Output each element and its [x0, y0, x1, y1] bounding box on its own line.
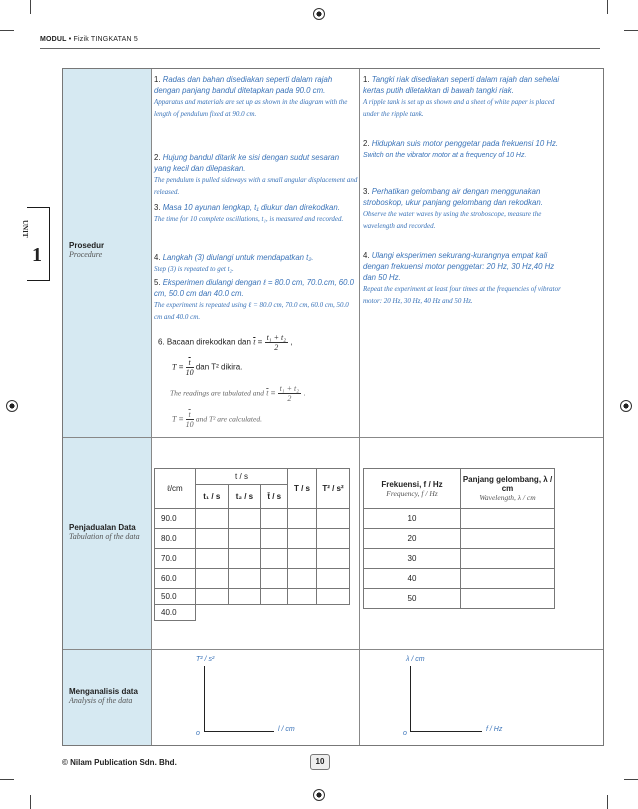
header-t1: t₁ / s — [196, 485, 229, 509]
step-text-en: Observe the water waves by using the stroboscope, measure the wavelength and recorded. — [363, 210, 542, 230]
header-period: T / s — [288, 469, 317, 509]
period-calc-ms: dan T² dikira. — [195, 362, 243, 372]
step-number: 2. — [363, 139, 370, 148]
step-text-en: The experiment is repeated using ℓ = 80.0 cm, 70.0 cm, 60.0 cm, 50.0 cm and 40.0 cm. — [154, 301, 349, 321]
step-text-ms: Langkah (3) diulangi untuk mendapatkan t₂. — [162, 253, 314, 262]
equals-sign: = — [270, 388, 276, 398]
equals-sign: = — [178, 362, 184, 372]
pendulum-data-table — [154, 468, 350, 621]
fraction-denominator: 2 — [274, 343, 279, 352]
frequency-cell: 50 — [364, 589, 461, 609]
subject-label: Fizik TINGKATAN 5 — [73, 36, 138, 43]
fraction-denominator: 2 — [287, 394, 292, 403]
procedure-label — [69, 241, 104, 260]
crop-mark — [624, 30, 638, 31]
length-cell: 80.0 — [155, 529, 196, 549]
step-text-en: The time for 10 complete oscillations, t₁, is measured and recorded. — [154, 215, 344, 223]
registration-mark — [620, 400, 632, 412]
step6-intro-en: The readings are tabulated and — [170, 388, 265, 398]
row-divider — [63, 649, 603, 650]
frequency-cell: 30 — [364, 549, 461, 569]
graph-x-axis — [410, 731, 482, 732]
tabulation-label-ms: Penjadualan Data — [69, 523, 136, 532]
step-text-en: A ripple tank is set up as shown and a sheet of white paper is placed under the ripple tank. — [363, 98, 555, 118]
step-text-en: Apparatus and materials are set up as shown in the diagram with the length of pendulum fixed at 90.0 cm. — [154, 98, 348, 118]
graph-y-axis — [204, 666, 205, 732]
graph-y-label: T² / s² — [196, 656, 215, 663]
graph-x-label: l / cm — [278, 726, 295, 733]
step-number: 1. — [363, 75, 370, 84]
period-fraction — [186, 358, 194, 377]
crop-mark — [624, 779, 638, 780]
procedure-step — [154, 74, 358, 120]
crop-mark — [607, 0, 608, 14]
step-number: 5. — [154, 278, 161, 287]
step6-intro: 6. Bacaan direkodkan dan — [158, 337, 251, 347]
procedure-step — [363, 74, 563, 120]
crop-mark — [607, 795, 608, 809]
step-text-en: Switch on the vibrator motor at a frequency of 10 Hz. — [363, 152, 527, 159]
period-mark: . — [303, 388, 306, 398]
header-frequency — [364, 469, 461, 509]
page-number: 10 — [310, 754, 330, 770]
fraction-denominator: 10 — [185, 420, 194, 429]
length-cell: 70.0 — [155, 549, 196, 569]
t-bar-symbol: $\overline{t}$ — [266, 388, 269, 398]
fraction-numerator: $\overline{t}$ — [186, 410, 194, 420]
step-text-en: Repeat the experiment at least four times at the frequencies of vibrator motor: 20 Hz, 30 Hz, 40 Hz and 50 Hz. — [363, 285, 561, 305]
header-t2: t₂ / s — [228, 485, 261, 509]
length-cell: 40.0 — [155, 605, 196, 621]
fraction-numerator: t₁ + t₂ — [266, 333, 286, 342]
running-header — [40, 36, 138, 43]
period-en-line — [172, 410, 262, 429]
t-bar-symbol: $\overline{t}$ — [253, 337, 256, 347]
header-bullet: • — [68, 36, 72, 43]
procedure-step — [154, 252, 358, 275]
crop-mark — [30, 0, 31, 14]
equals-sign: = — [257, 337, 263, 347]
procedure-step — [154, 202, 358, 225]
frequency-cell: 40 — [364, 569, 461, 589]
period-fraction — [186, 410, 194, 429]
analysis-label — [69, 687, 151, 706]
equals-sign: = — [178, 414, 184, 424]
analysis-label-en: Analysis of the data — [69, 696, 133, 705]
step-text-ms: Masa 10 ayunan lengkap, t₁ diukur dan direkodkan. — [162, 203, 340, 212]
step6-line — [158, 333, 292, 352]
fraction-numerator: $\overline{t}$ — [186, 358, 194, 368]
crop-mark — [0, 30, 14, 31]
T-symbol: T — [172, 414, 177, 424]
step-number: 2. — [154, 153, 161, 162]
graph-origin: o — [403, 730, 407, 737]
step-text-en: The pendulum is pulled sideways with a small angular displacement and released. — [154, 176, 358, 196]
step-text-ms: Hidupkan suis motor penggetar pada frekuensi 10 Hz. — [371, 139, 559, 148]
header-tbar: t̄ / s — [261, 485, 288, 509]
header-wavelength — [461, 469, 555, 509]
registration-mark — [6, 400, 18, 412]
step-number: 3. — [154, 203, 161, 212]
procedure-label-ms: Prosedur — [69, 241, 105, 250]
step-number: 1. — [154, 75, 161, 84]
length-cell: 50.0 — [155, 589, 196, 605]
graph-y-axis — [410, 666, 411, 732]
copyright: © Nilam Publication Sdn. Bhd. — [62, 758, 177, 767]
T-symbol: T — [172, 362, 177, 372]
ripple-data-table — [363, 468, 555, 609]
step-text-ms: Radas dan bahan disediakan seperti dalam rajah dengan panjang bandul ditetapkan pada 90.0 cm. — [154, 75, 333, 95]
header-wavelength-ms: Panjang gelombang, λ / cm — [462, 475, 553, 493]
crop-mark — [0, 779, 14, 780]
unit-label: UNIT — [21, 220, 29, 238]
comma: , — [290, 337, 293, 347]
unit-tab — [21, 207, 50, 281]
length-cell: 90.0 — [155, 509, 196, 529]
procedure-step — [154, 277, 358, 323]
graph-y-label: λ / cm — [406, 656, 425, 663]
header-period-squared: T² / s² — [317, 469, 350, 509]
frequency-cell: 20 — [364, 529, 461, 549]
graph-x-axis — [204, 731, 274, 732]
header-wavelength-en: Wavelength, λ / cm — [479, 493, 536, 502]
registration-mark — [313, 789, 325, 801]
unit-number: 1 — [32, 244, 42, 266]
column-divider — [151, 69, 152, 745]
step6-en-line — [170, 384, 306, 403]
fraction-denominator: 10 — [185, 368, 194, 377]
column-divider — [359, 69, 360, 745]
procedure-step — [363, 250, 563, 307]
step-text-en: Step (3) is repeated to get t₂. — [154, 265, 234, 273]
analysis-label-ms: Menganalisis data — [69, 687, 138, 696]
frequency-cell: 10 — [364, 509, 461, 529]
length-cell: 60.0 — [155, 569, 196, 589]
tabulation-label — [69, 523, 147, 542]
header-frequency-en: Frequency, f / Hz — [386, 488, 438, 498]
mean-fraction — [265, 333, 288, 352]
registration-mark — [313, 8, 325, 20]
header-rule — [40, 48, 600, 49]
step-text-ms: Eksperimen diulangi dengan ℓ = 80.0 cm, 70.0.cm, 60.0 cm, 50.0 cm dan 40.0 cm. — [154, 278, 354, 298]
module-label: MODUL — [40, 36, 67, 43]
step-text-ms: Tangki riak disediakan seperti dalam rajah dan sehelai kertas putih diletakkan di bawah tangki riak. — [363, 75, 560, 95]
procedure-step — [154, 152, 358, 198]
step-text-ms: Perhatikan gelombang air dengan menggunakan stroboskop, ukur panjang gelombang dan rekodkan. — [363, 187, 543, 207]
row-divider — [63, 437, 603, 438]
step-text-ms: Hujung bandul ditarik ke sisi dengan sudut sesaran yang kecil dan dilepaskan. — [154, 153, 340, 173]
row-label-column — [63, 69, 151, 745]
graph-origin: o — [196, 730, 200, 737]
procedure-step — [363, 186, 563, 232]
procedure-step — [363, 138, 563, 161]
procedure-label-en: Procedure — [69, 250, 103, 259]
step-number: 3. — [363, 187, 370, 196]
step-number: 4. — [363, 251, 370, 260]
step-number: 4. — [154, 253, 161, 262]
period-line — [172, 358, 242, 377]
header-time: t / s — [196, 469, 288, 485]
mean-fraction — [278, 384, 301, 403]
period-calc-en: and T² are calculated. — [195, 414, 262, 424]
tabulation-label-en: Tabulation of the data — [69, 532, 140, 541]
fraction-numerator: t₁ + t₂ — [279, 384, 300, 393]
graph-x-label: f / Hz — [486, 726, 503, 733]
step-text-ms: Ulangi eksperimen sekurang-kurangnya empat kali dengan frekuensi motor penggetar: 20 Hz, 30 Hz,40 Hz dan 50 Hz. — [363, 251, 555, 282]
crop-mark — [30, 795, 31, 809]
header-length: ℓ/cm — [155, 469, 196, 509]
header-frequency-ms: Frekuensi, f / Hz — [381, 479, 443, 489]
